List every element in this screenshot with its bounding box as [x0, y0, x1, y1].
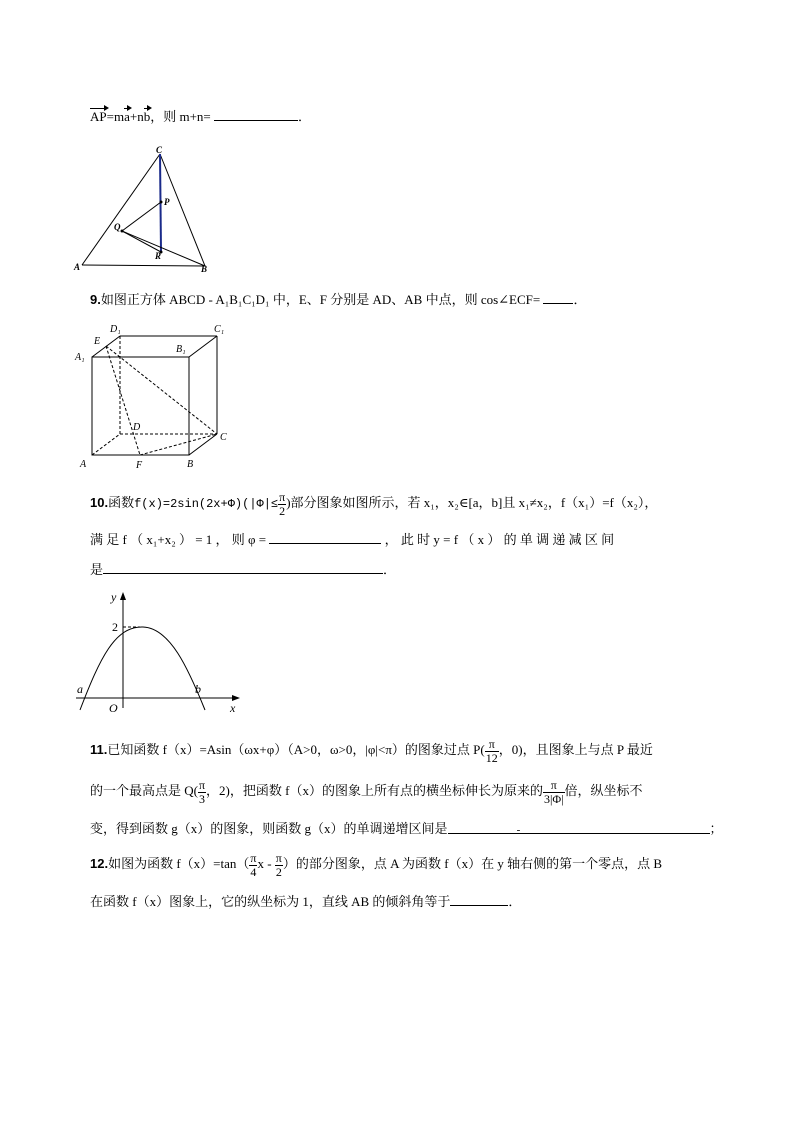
answer-blank-q8[interactable] [214, 108, 298, 121]
label-f: F [136, 460, 143, 471]
q10-line2 [90, 531, 614, 548]
label-y: y [111, 590, 117, 604]
label-a: A [80, 459, 87, 470]
q12-frac-a: $\frac{\pi}{4}$ [250, 850, 257, 879]
label-a1: A₁ [75, 352, 85, 363]
label-p: P [164, 197, 170, 207]
q10-end: ． [383, 562, 397, 577]
q9-end: ． [573, 292, 587, 307]
label-2: 2 [112, 620, 118, 634]
answer-blank-q9[interactable] [543, 291, 573, 304]
q11-text-e: 倍，纵坐标不 [564, 783, 643, 798]
q12-text-b: ）的部分图象，点 A 为函数 f（x）在 y 轴右侧的第一个零点，点 B [282, 856, 663, 871]
q11-line2 [90, 775, 643, 807]
label-e: E [94, 336, 101, 347]
label-b: b [195, 682, 201, 696]
q10-text-e: 是 [90, 562, 104, 577]
label-c: C [156, 145, 163, 155]
q11-dash: - [516, 824, 521, 836]
q8-plus: +n [129, 109, 144, 124]
q12-text-mid: x - [257, 856, 275, 871]
q10-text-c: 满 足 f （ x₁+x₂ ） = 1 ， 则 φ = [90, 532, 267, 547]
q9-line [90, 291, 587, 308]
vector-ap: AP [90, 109, 107, 124]
label-b: B [201, 264, 208, 274]
q11-frac-p: $\frac{\pi}{12}$ [485, 736, 498, 765]
q12-number: 12. [90, 856, 109, 871]
q11-text-b: ，0)，且图象上与点 P 最近 [498, 742, 653, 757]
q11-frac-r: $\frac{\pi}{3|\Phi|}$ [543, 777, 564, 806]
q8-line [90, 108, 311, 125]
label-r: R [155, 251, 162, 261]
q8-end: ． [297, 109, 311, 124]
q11-text-c: 的一个最高点是 Q( [90, 783, 198, 798]
label-c: C [220, 432, 227, 443]
triangle-figure [70, 145, 220, 275]
label-d: D [133, 422, 141, 433]
q10-number: 10. [90, 495, 109, 510]
q12-line1 [90, 848, 662, 880]
label-a: A [74, 262, 81, 272]
cube-figure [72, 320, 242, 475]
q10-frac: $\frac{\pi}{2}$ [279, 489, 286, 518]
q11-text-f: 变，得到函数 g（x）的图象，则函数 g（x）的单调递增区间是 [90, 821, 448, 836]
q8-rest: ，则 m+n= [150, 109, 211, 124]
q11-text-a: 已知函数 f（x）=Asin（ωx+φ）（A>0，ω>0，|φ|<π）的图象过点 P( [107, 742, 485, 757]
vector-b: b [143, 109, 151, 124]
label-q: Q [114, 222, 121, 232]
q9-text: 如图正方体 ABCD - A₁B₁C₁D₁ 中，E、F 分别是 AD、AB 中点，则 cos∠ECF= [100, 292, 541, 307]
answer-blank-q10-phi[interactable] [269, 531, 381, 544]
vector-a: a [124, 109, 130, 124]
q12-frac-b: $\frac{\pi}{2}$ [275, 850, 282, 879]
q8-eq: =m [106, 109, 125, 124]
q10-line3 [90, 561, 396, 578]
label-x: x [230, 701, 236, 715]
q10-text-a: 函数 [108, 495, 135, 510]
q12-line2 [90, 893, 521, 910]
q10-func: f(x)=2sin(2x+Φ)(|Φ|≤ [134, 497, 279, 511]
q10-text-b: )部分图象如图所示，若 x₁，x₂∈[a，b]且 x₁≠x₂，f（x₁）=f（x₂）， [286, 495, 658, 510]
label-o: O [109, 701, 118, 715]
label-a: a [77, 682, 83, 696]
label-b1: B₁ [176, 344, 186, 355]
sine-graph-figure [70, 588, 250, 718]
q11-frac-q: $\frac{\pi}{3}$ [198, 777, 206, 806]
q11-end: ； [709, 821, 723, 836]
q12-text-c: 在函数 f（x）图象上，它的纵坐标为 1，直线 AB 的倾斜角等于 [90, 894, 451, 909]
q11-number: 11. [90, 742, 108, 757]
q10-text-d: ， 此 时 y = f （ x ） 的 单 调 递 减 区 间 [384, 532, 615, 547]
label-d1: D₁ [110, 324, 121, 335]
q11-text-d: ，2)，把函数 f（x）的图象上所有点的横坐标伸长为原来的 [206, 783, 543, 798]
q11-line3 [90, 821, 723, 837]
q9-number: 9. [90, 292, 101, 307]
label-b: B [187, 459, 194, 470]
q12-text-a: 如图为函数 f（x）=tan（ [108, 856, 250, 871]
answer-blank-q11[interactable] [448, 821, 710, 834]
q10-line1 [90, 488, 657, 518]
label-c1: C₁ [214, 324, 225, 335]
q12-end: ． [508, 894, 522, 909]
answer-blank-q12[interactable] [450, 893, 508, 906]
answer-blank-q10-interval[interactable] [103, 561, 383, 574]
q11-line1 [90, 734, 653, 766]
